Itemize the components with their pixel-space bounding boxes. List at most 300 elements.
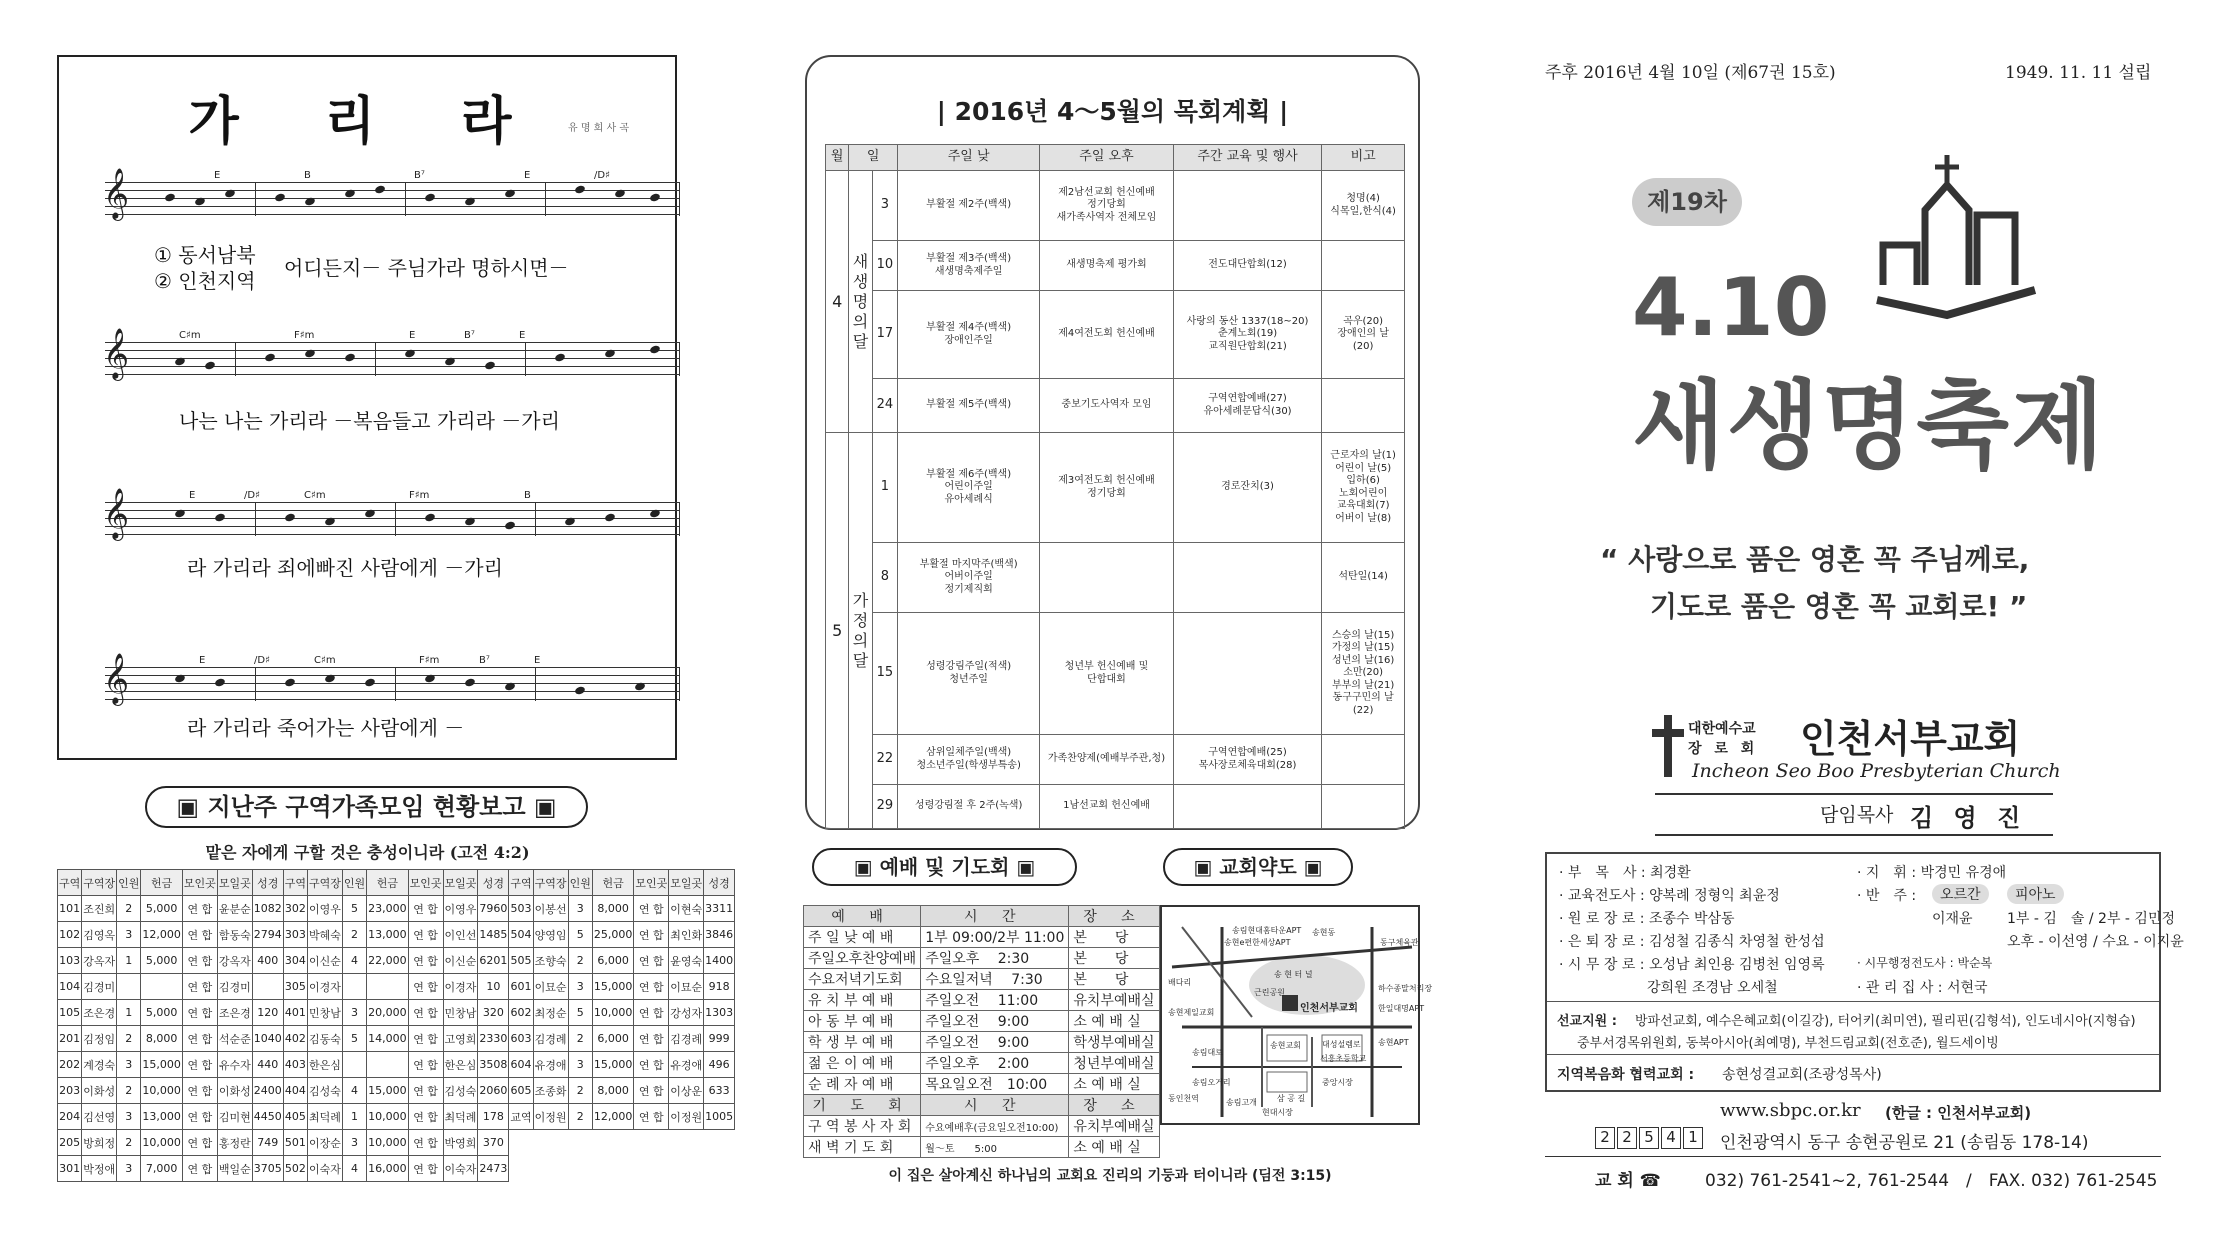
table-header-row: [804, 1095, 1160, 1116]
table-cell: 2: [117, 896, 141, 922]
table-cell: 소 예 배 실: [1069, 1074, 1159, 1095]
table-cell: 2: [117, 1130, 141, 1156]
table-cell: 3705: [252, 1156, 283, 1182]
table-cell: 2: [568, 948, 592, 974]
column-header: 헌금: [141, 870, 183, 896]
month-theme: [849, 171, 872, 433]
table-cell: 연 합: [634, 1000, 669, 1026]
table-cell: 3508: [478, 1052, 509, 1078]
table-cell: 연 합: [182, 922, 217, 948]
plan-week-cell: 경로잔치(3): [1173, 433, 1321, 543]
chord: C♯m: [314, 655, 336, 666]
table-cell: 7,000: [141, 1156, 183, 1182]
table-cell: 최덕례: [307, 1104, 342, 1130]
table-cell: 3: [117, 1052, 141, 1078]
table-cell: 10,000: [592, 1000, 634, 1026]
theme-char: 의: [852, 630, 869, 650]
table-cell: [568, 1130, 592, 1156]
table-cell: 민창남: [443, 1000, 478, 1026]
plan-pm-cell: 가족찬양제(예배부주관,청): [1040, 735, 1174, 785]
worship-table: [803, 905, 1160, 1158]
column-header: 장 소: [1069, 1095, 1159, 1116]
plan-title: | 2016년 4～5월의 목회계획 |: [936, 97, 1289, 126]
table-cell: 홍정란: [217, 1130, 252, 1156]
theme-char: 생: [852, 271, 869, 291]
table-cell: 소 예 배 실: [1069, 1137, 1159, 1158]
plan-note-cell: 근로자의 날(1) 어린이 날(5) 입하(6) 노회어린이 교육대회(7) 어버이 날(8): [1322, 433, 1405, 543]
table-cell: 김미현: [217, 1104, 252, 1130]
column-header: 구역장: [307, 870, 342, 896]
table-cell: [367, 1052, 409, 1078]
plan-week-cell: 전도대단합회(12): [1173, 241, 1321, 291]
plan-week-cell: [1173, 543, 1321, 613]
plan-note-cell: [1322, 785, 1405, 829]
column-header: 구역: [58, 870, 82, 896]
table-cell: 15,000: [592, 974, 634, 1000]
plan-am-cell: 부활절 제4주(백색) 장애인주일: [898, 291, 1040, 379]
map-label: 동구체육관: [1380, 938, 1419, 947]
table-cell: [704, 1156, 735, 1182]
table-cell: 13,000: [367, 922, 409, 948]
plan-pm-cell: 새생명축제 평가회: [1040, 241, 1174, 291]
table-cell: 연 합: [634, 922, 669, 948]
table-cell: 소 예 배 실: [1069, 1011, 1159, 1032]
theme-char: 의: [852, 311, 869, 331]
edition-badge: 제19차: [1632, 178, 1742, 226]
table-row: [826, 613, 1405, 735]
table-cell: 3: [342, 1130, 366, 1156]
zone-report-header: ▣ 지난주 구역가족모임 현황보고 ▣: [145, 786, 588, 828]
table-cell: 1: [117, 1000, 141, 1026]
table-header-row: [804, 906, 1160, 927]
chord: B: [524, 490, 531, 501]
table-cell: 이영우: [443, 896, 478, 922]
table-cell: 105: [58, 1000, 82, 1026]
table-cell: 연 합: [408, 1078, 443, 1104]
table-cell: 504: [509, 922, 533, 948]
hymn-lyric: 나는 나는 가리라 －복음들고 가리라 －가리: [179, 409, 560, 433]
pastor-label: 담임목사: [1820, 804, 1894, 826]
denomination-line2: 장 로 회: [1688, 741, 1759, 757]
zip-code: [1595, 1127, 1703, 1149]
table-cell: 연 합: [408, 1000, 443, 1026]
table-cell: 4: [342, 1156, 366, 1182]
table-row: [804, 990, 1160, 1011]
table-cell: 연 합: [182, 1000, 217, 1026]
table-cell: 연 합: [182, 1078, 217, 1104]
table-cell: 2330: [478, 1026, 509, 1052]
column-header: 성경: [252, 870, 283, 896]
table-cell: 403: [283, 1052, 307, 1078]
table-cell: 계경숙: [82, 1052, 117, 1078]
chord: E: [409, 330, 416, 341]
column-header: 인원: [117, 870, 141, 896]
table-cell: 103: [58, 948, 82, 974]
staff-line: · 교육전도사 : 양복례 정형익 최윤정: [1559, 888, 1780, 904]
plan-am-cell: 성령강림절 후 2주(녹색): [898, 785, 1040, 829]
mission-label: 선교지원 :: [1557, 1014, 1617, 1029]
map-label: 배다리: [1168, 978, 1192, 987]
table-cell: 유경애: [533, 1052, 568, 1078]
table-cell: 440: [252, 1052, 283, 1078]
table-cell: 14,000: [367, 1026, 409, 1052]
column-header: 모일곳: [669, 870, 704, 896]
plan-note-cell: 스승의 날(15) 가정의 날(15) 성년의 날(16) 소만(20) 부부의 날(21) 동구구민의 날(22): [1322, 613, 1405, 735]
table-cell: 연 합: [182, 1104, 217, 1130]
chord: B⁷: [414, 170, 425, 181]
column-header: 모일곳: [217, 870, 252, 896]
mission-list: 방파선교회, 예수은혜교회(이길강), 터어키(최미연), 필리핀(김형석), 인도네시아(지형습): [1635, 1014, 2136, 1029]
chord: /D♯: [594, 170, 610, 181]
table-cell: 조향숙: [533, 948, 568, 974]
plan-pm-cell: [1040, 543, 1174, 613]
table-cell: 104: [58, 974, 82, 1000]
plan-day-cell: 22: [872, 735, 897, 785]
plan-day-cell: 24: [872, 379, 897, 433]
issue-info: 주후 2016년 4월 10일 (제67권 15호): [1545, 63, 1836, 83]
column-header: 장 소: [1069, 906, 1159, 927]
plan-note-cell: [1322, 379, 1405, 433]
founded-date: 1949. 11. 11 설립: [2005, 63, 2152, 83]
table-cell: 연 합: [634, 1026, 669, 1052]
table-row: [804, 969, 1160, 990]
table-cell: 이인선: [443, 922, 478, 948]
staff-line: 1부 - 김 솔 / 2부 - 김민정: [2007, 911, 2176, 927]
table-cell: 4450: [252, 1104, 283, 1130]
table-cell: 연 합: [634, 948, 669, 974]
table-cell: 연 합: [408, 1104, 443, 1130]
table-cell: 함동숙: [217, 922, 252, 948]
table-cell: 연 합: [634, 1052, 669, 1078]
zip-digit: 1: [1683, 1127, 1703, 1149]
table-cell: 연 합: [182, 948, 217, 974]
table-cell: 205: [58, 1130, 82, 1156]
theme-char: 새: [852, 251, 869, 271]
table-cell: 김경례: [669, 1026, 704, 1052]
staff-line: · 부 목 사 : 최경환: [1559, 865, 1691, 881]
plan-am-cell: 부활절 제6주(백색) 어린이주일 유아세례식: [898, 433, 1040, 543]
column-header: 모일곳: [443, 870, 478, 896]
table-row: [58, 1052, 735, 1078]
table-cell: 2: [342, 922, 366, 948]
table-cell: 5: [342, 1026, 366, 1052]
table-cell: 3: [568, 974, 592, 1000]
chord: E: [524, 170, 531, 181]
table-cell: 5,000: [141, 1000, 183, 1026]
plan-day-cell: 29: [872, 785, 897, 829]
column-header: 주일 오후: [1040, 145, 1174, 171]
table-cell: [141, 974, 183, 1000]
table-cell: 수요일저녁 7:30: [921, 969, 1069, 990]
chord: F♯m: [409, 490, 430, 501]
table-cell: 이묘순: [533, 974, 568, 1000]
plan-note-cell: 석탄일(14): [1322, 543, 1405, 613]
table-cell: 1부 09:00/2부 11:00: [921, 927, 1069, 948]
table-cell: 이봉선: [533, 896, 568, 922]
chord: B⁷: [464, 330, 475, 341]
table-cell: 연 합: [408, 1052, 443, 1078]
table-cell: 김경미: [82, 974, 117, 1000]
table-cell: 이경자: [307, 974, 342, 1000]
month-cell: 4: [826, 171, 849, 433]
map-label: 중앙시장: [1322, 1078, 1353, 1087]
staff-line: · 관 리 집 사 : 서현국: [1857, 980, 1988, 996]
column-header: 시 간: [921, 1095, 1069, 1116]
table-row: [58, 1130, 735, 1156]
table-cell: 2060: [478, 1078, 509, 1104]
table-cell: 이정원: [533, 1104, 568, 1130]
map-label: 송현교회: [1270, 1041, 1301, 1050]
plan-am-cell: 부활절 마지막주(백색) 어버이주일 정기제직회: [898, 543, 1040, 613]
partner-label: 지역복음화 협력교회 :: [1557, 1067, 1695, 1083]
table-cell: 10,000: [141, 1130, 183, 1156]
chord: E: [534, 655, 541, 666]
table-cell: 503: [509, 896, 533, 922]
month-theme: [849, 433, 872, 829]
table-cell: 3: [568, 896, 592, 922]
church-map: [1160, 905, 1433, 1125]
table-cell: 2400: [252, 1078, 283, 1104]
table-cell: 청년부예배실: [1069, 1053, 1159, 1074]
table-cell: 496: [704, 1052, 735, 1078]
staff-line: · 반 주 :: [1857, 888, 1917, 904]
table-cell: 연 합: [182, 1156, 217, 1182]
table-cell: 2: [568, 1104, 592, 1130]
plan-day-cell: 17: [872, 291, 897, 379]
table-cell: 윤분순: [217, 896, 252, 922]
table-cell: 3: [117, 1104, 141, 1130]
table-cell: 이숙자: [443, 1156, 478, 1182]
map-church-label: 인천서부교회: [1300, 1003, 1358, 1014]
table-cell: [533, 1130, 568, 1156]
website-korean: (한글 : 인천서부교회): [1885, 1104, 2032, 1122]
plan-week-cell: [1173, 785, 1321, 829]
pastor-name: 김 영 진: [1910, 804, 2027, 832]
church-name-ko: 인천서부교회: [1800, 717, 2021, 761]
organ-tag: 오르간: [1932, 884, 1989, 904]
table-cell: 목요일오전 10:00: [921, 1074, 1069, 1095]
plan-am-cell: 부활절 제5주(백색): [898, 379, 1040, 433]
table-row: [58, 896, 735, 922]
table-cell: 20,000: [367, 1000, 409, 1026]
table-cell: 연 합: [634, 1078, 669, 1104]
table-cell: 1303: [704, 1000, 735, 1026]
table-cell: 연 합: [182, 974, 217, 1000]
table-cell: 305: [283, 974, 307, 1000]
hymn-lyric: 라 가리라 죄에빠진 사람에게 －가리: [187, 556, 503, 580]
table-cell: 402: [283, 1026, 307, 1052]
column-header: 일: [849, 145, 898, 171]
table-cell: [509, 1130, 533, 1156]
website[interactable]: www.sbpc.or.kr: [1720, 1100, 1861, 1121]
table-cell: 604: [509, 1052, 533, 1078]
table-cell: [252, 974, 283, 1000]
table-cell: 10,000: [367, 1130, 409, 1156]
table-cell: 백일순: [217, 1156, 252, 1182]
hymn-composer: 유 명 희 사 곡: [567, 123, 629, 134]
table-cell: [592, 1156, 634, 1182]
table-cell: 이영우: [307, 896, 342, 922]
denomination-line1: 대한예수교: [1688, 721, 1756, 737]
table-cell: [117, 974, 141, 1000]
table-cell: 고영희: [443, 1026, 478, 1052]
table-cell: 1005: [704, 1104, 735, 1130]
table-cell: 순 례 자 예 배: [804, 1074, 921, 1095]
plan-am-cell: 부활절 제3주(백색) 새생명축제주일: [898, 241, 1040, 291]
plan-week-cell: [1173, 171, 1321, 241]
table-cell: 370: [478, 1130, 509, 1156]
table-cell: 602: [509, 1000, 533, 1026]
table-cell: 120: [252, 1000, 283, 1026]
table-cell: 본 당: [1069, 948, 1159, 969]
table-cell: 조은경: [217, 1000, 252, 1026]
table-row: [804, 1074, 1160, 1095]
table-row: [58, 1000, 735, 1026]
table-cell: 최정순: [533, 1000, 568, 1026]
table-cell: 이화성: [217, 1078, 252, 1104]
table-cell: 3: [342, 1000, 366, 1026]
map-label: 송현동: [1312, 928, 1336, 937]
column-header: 구역장: [82, 870, 117, 896]
table-cell: 월～토 5:00: [921, 1137, 1069, 1158]
table-cell: [342, 1052, 366, 1078]
table-cell: 1400: [704, 948, 735, 974]
map-label: 근린공원: [1254, 988, 1285, 997]
table-cell: 5: [568, 922, 592, 948]
treble-clef-icon: 𝄞: [103, 653, 130, 704]
table-cell: 방희정: [82, 1130, 117, 1156]
chord: F♯m: [294, 330, 315, 341]
table-cell: 400: [252, 948, 283, 974]
table-cell: 8,000: [592, 1078, 634, 1104]
table-cell: 302: [283, 896, 307, 922]
staff-line: · 원 로 장 로 : 조종수 박삼동: [1559, 911, 1735, 927]
table-cell: 연 합: [634, 1104, 669, 1130]
table-cell: 이신순: [443, 948, 478, 974]
table-cell: 6,000: [592, 948, 634, 974]
plan-note-cell: [1322, 241, 1405, 291]
column-header: 시 간: [921, 906, 1069, 927]
table-cell: 김성숙: [443, 1078, 478, 1104]
plan-week-cell: 사랑의 동산 1337(18~20) 춘계노회(19) 교직원단합회(21): [1173, 291, 1321, 379]
table-cell: 유 치 부 예 배: [804, 990, 921, 1011]
column-header: 월: [826, 145, 849, 171]
slogan-line2: 기도로 품은 영혼 꼭 교회로! ”: [1650, 590, 2028, 623]
map-label: 대성설렘로: [1322, 1040, 1361, 1049]
table-cell: 10: [478, 974, 509, 1000]
table-row: [804, 1053, 1160, 1074]
table-cell: 2: [117, 1078, 141, 1104]
table-cell: 연 합: [408, 922, 443, 948]
table-row: [826, 543, 1405, 613]
column-header: 헌금: [367, 870, 409, 896]
table-cell: 석순준: [217, 1026, 252, 1052]
staff-line: 이재윤: [1932, 911, 1973, 927]
column-header: 성경: [704, 870, 735, 896]
map-header: ▣ 교회약도 ▣: [1163, 848, 1353, 886]
table-cell: 633: [704, 1078, 735, 1104]
staff-line: · 지 휘 : 박경민 유경애: [1857, 865, 2007, 881]
table-cell: 2: [117, 1026, 141, 1052]
table-cell: 3: [117, 1156, 141, 1182]
table-cell: [533, 1156, 568, 1182]
table-cell: 2: [568, 1078, 592, 1104]
table-row: [58, 922, 735, 948]
table-cell: [669, 1130, 704, 1156]
festival-date: 4.10: [1632, 261, 1830, 354]
column-header: 기 도 회: [804, 1095, 921, 1116]
table-cell: 박혜숙: [307, 922, 342, 948]
map-label: 송림고개: [1226, 1098, 1257, 1107]
table-row: [804, 927, 1160, 948]
table-cell: 김동숙: [307, 1026, 342, 1052]
table-cell: 연 합: [182, 896, 217, 922]
map-label: 한일대명APT: [1378, 1004, 1425, 1013]
worship-footer-verse: 이 집은 살아계신 하나님의 교회요 진리의 기둥과 터이니라 (딤전 3:15): [888, 1168, 1332, 1184]
table-cell: 젊 은 이 예 배: [804, 1053, 921, 1074]
plan-note-cell: 청명(4) 식목일,한식(4): [1322, 171, 1405, 241]
table-cell: 603: [509, 1026, 533, 1052]
table-row: [826, 735, 1405, 785]
table-cell: 이묘순: [669, 974, 704, 1000]
table-cell: 8,000: [141, 1026, 183, 1052]
map-label: 송현APT: [1378, 1038, 1409, 1047]
plan-pm-cell: 제4여전도회 헌신예배: [1040, 291, 1174, 379]
table-cell: 유수자: [217, 1052, 252, 1078]
map-label: 송림대로: [1192, 1048, 1223, 1057]
chord: C♯m: [179, 330, 201, 341]
table-cell: 유치부예배실: [1069, 990, 1159, 1011]
column-header: 인원: [568, 870, 592, 896]
table-cell: 이신순: [307, 948, 342, 974]
plan-day-cell: 15: [872, 613, 897, 735]
table-cell: 한은심: [443, 1052, 478, 1078]
table-cell: [634, 1130, 669, 1156]
table-cell: 405: [283, 1104, 307, 1130]
chord: C♯m: [304, 490, 326, 501]
cross-icon: [1652, 715, 1684, 777]
table-cell: 본 당: [1069, 927, 1159, 948]
table-cell: 3311: [704, 896, 735, 922]
table-cell: 102: [58, 922, 82, 948]
table-cell: 주일오후 2:30: [921, 948, 1069, 969]
zip-digit: 5: [1639, 1127, 1659, 1149]
partner-church: 송현성결교회(조광성목사): [1722, 1067, 1882, 1083]
table-cell: 강성자: [669, 1000, 704, 1026]
table-cell: [342, 974, 366, 1000]
theme-char: 가: [852, 590, 869, 610]
table-cell: 10,000: [367, 1104, 409, 1130]
staff-line: · 시무행정전도사 : 박순복: [1857, 956, 1993, 970]
table-cell: 15,000: [592, 1052, 634, 1078]
table-cell: 연 합: [408, 974, 443, 1000]
table-cell: 연 합: [634, 974, 669, 1000]
column-header: 성경: [478, 870, 509, 896]
column-header: 모인곳: [408, 870, 443, 896]
table-cell: 304: [283, 948, 307, 974]
table-cell: 5,000: [141, 896, 183, 922]
table-cell: [509, 1156, 533, 1182]
chord: E: [199, 655, 206, 666]
plan-table: [825, 144, 1405, 829]
table-cell: 이현숙: [669, 896, 704, 922]
column-header: 인원: [342, 870, 366, 896]
table-cell: 김경미: [217, 974, 252, 1000]
table-cell: 강옥자: [217, 948, 252, 974]
table-cell: 178: [478, 1104, 509, 1130]
map-label: 하수종말처리장: [1378, 984, 1433, 993]
table-cell: 이화성: [82, 1078, 117, 1104]
